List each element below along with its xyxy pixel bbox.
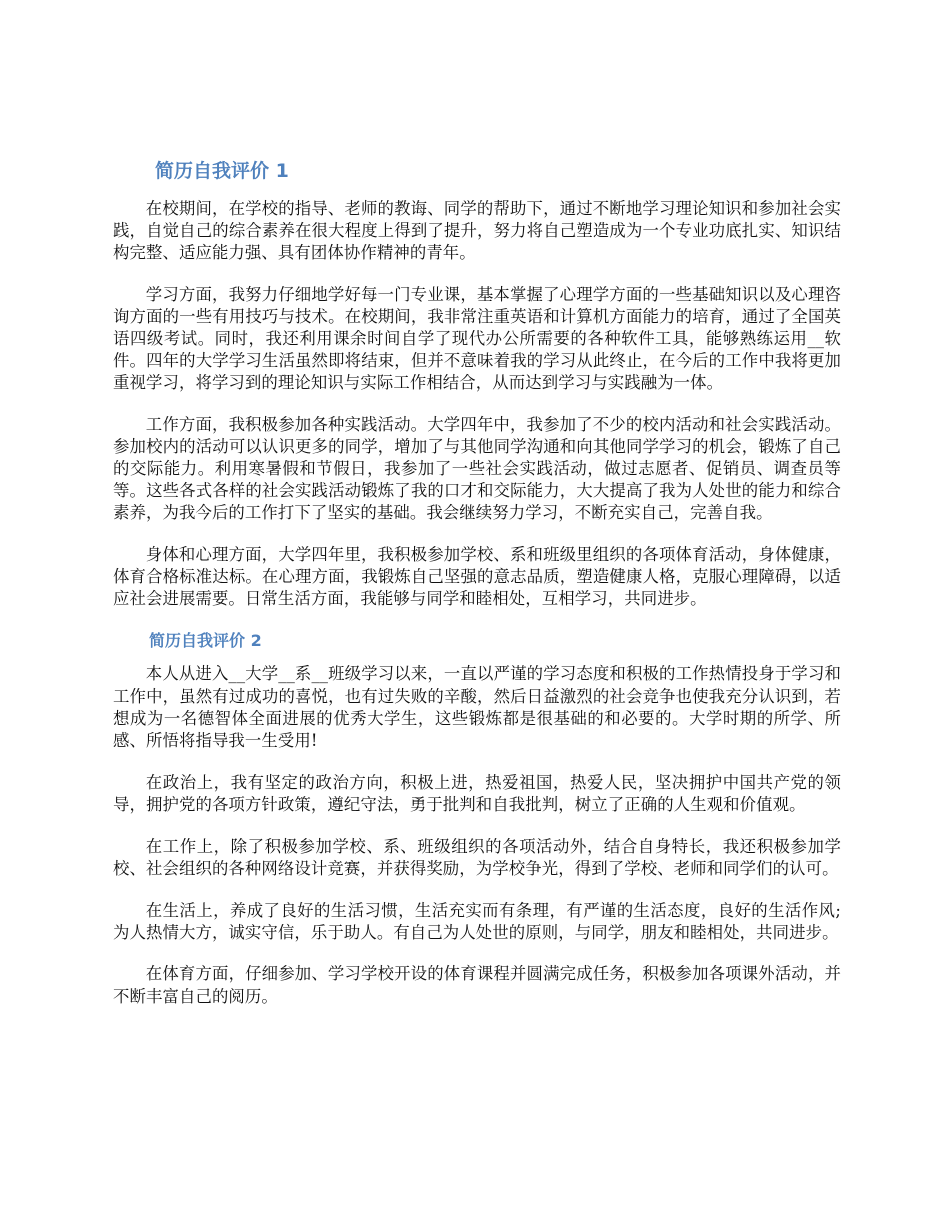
section-2-paragraph-2: 在政治上，我有坚定的政治方向，积极上进，热爱祖国，热爱人民，坚决拥护中国共产党的领导，拥护党的各项方针政策，遵纪守法，勇于批判和自我批判，树立了正确的人生观和价值观。: [113, 772, 841, 815]
section-1-paragraph-4: 身体和心理方面，大学四年里，我积极参加学校、系和班级里组织的各项体育活动，身体健康，体育合格标准达标。在心理方面，我锻炼自己坚强的意志品质，塑造健康人格，克服心理障碍，以适应社会进展需要。日常生活方面，我能够与同学和睦相处，互相学习，共同进步。: [113, 544, 841, 609]
section-1-paragraph-1: 在校期间，在学校的指导、老师的教诲、同学的帮助下，通过不断地学习理论知识和参加社会实践，自觉自己的综合素养在很大程度上得到了提升，努力将自己塑造成为一个专业功底扎实、知识结构完整、适应能力强、具有团体协作精神的青年。: [113, 199, 841, 263]
section-1-paragraph-3: 工作方面，我积极参加各种实践活动。大学四年中，我参加了不少的校内活动和社会实践活动。参加校内的活动可以认识更多的同学，增加了与其他同学沟通和向其他同学学习的机会，锻炼了自己的交际能力。利用寒暑假和节假日，我参加了一些社会实践活动，做过志愿者、促销员、调查员等等。这些各式各样的社会实践活动锻炼了我的口才和交际能力，大大提高了我为人处世的能力和综合素养，为我今后的工作打下了坚实的基础。我会继续努力学习，不断充实自己，完善自我。: [113, 414, 841, 523]
document-page: [113, 158, 841, 1027]
section-2-paragraph-1: 本人从进入__大学__系__班级学习以来，一直以严谨的学习态度和积极的工作热情投身于学习和工作中，虽然有过成功的喜悦，也有过失败的辛酸，然后日益激烈的社会竞争也使我充分认识到，若想成为一名德智体全面进展的优秀大学生，这些锻炼都是很基础的和必要的。大学时期的所学、所感、所悟将指导我一生受用!: [113, 664, 841, 751]
section-2-paragraph-5: 在体育方面，仔细参加、学习学校开设的体育课程并圆满完成任务，积极参加各项课外活动，并不断丰富自己的阅历。: [113, 964, 841, 1006]
section-1-title: 简历自我评价 1: [155, 160, 289, 182]
section-2-title: 简历自我评价 2: [149, 631, 262, 651]
section-2-paragraph-3: 在工作上，除了积极参加学校、系、班级组织的各项活动外，结合自身特长，我还积极参加学校、社会组织的各种网络设计竞赛，并获得奖励，为学校争光，得到了学校、老师和同学们的认可。: [113, 836, 841, 879]
section-1-paragraph-2: 学习方面，我努力仔细地学好每一门专业课，基本掌握了心理学方面的一些基础知识以及心理咨询方面的一些有用技巧与技术。在校期间，我非常注重英语和计算机方面能力的培育，通过了全国英语四级考试。同时，我还利用课余时间自学了现代办公所需要的各种软件工具，能够熟练运用__软件。四年的大学学习生活虽然即将结束，但并不意味着我的学习从此终止，在今后的工作中我将更加重视学习，将学习到的理论知识与实际工作相结合，从而达到学习与实践融为一体。: [113, 284, 841, 393]
section-2-paragraph-4: 在生活上，养成了良好的生活习惯，生活充实而有条理，有严谨的生活态度，良好的生活作风;为人热情大方，诚实守信，乐于助人。有自己为人处世的原则，与同学，朋友和睦相处，共同进步。: [113, 900, 841, 942]
section-self-evaluation-1: [113, 158, 841, 610]
section-self-evaluation-2: [113, 629, 841, 1008]
